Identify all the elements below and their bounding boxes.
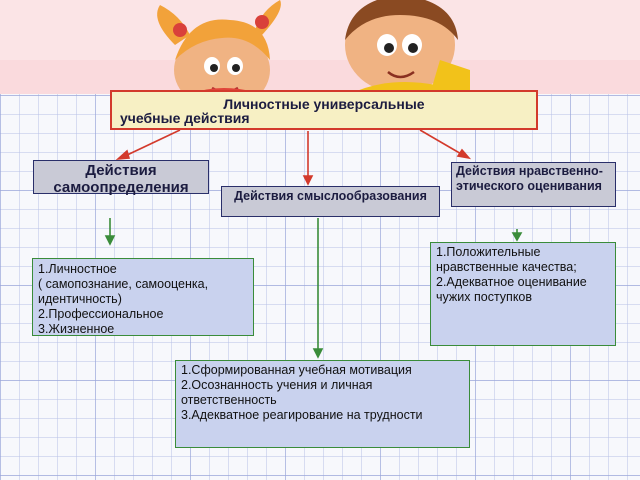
category-moral-evaluation (451, 162, 616, 207)
detail-item: ( самопознание, самооценка, идентичность) (38, 277, 209, 306)
title-line-2: учебные действия (120, 110, 250, 126)
detail-item: 1.Сформированная учебная мотивация (181, 363, 412, 377)
detail-item: 1.Личностное (38, 262, 117, 276)
detail-item: 2.Осознанность учения и личная ответственность (181, 378, 373, 407)
category-self-determination (33, 160, 209, 194)
details-moral (430, 242, 616, 346)
category-self-label: Действия самоопределения (53, 162, 189, 196)
detail-item: 1.Положительные нравственные качества; (436, 245, 577, 274)
category-sense-label: Действия смыслообразования (234, 189, 427, 203)
category-meaning-formation (221, 186, 440, 217)
title-line-1: Личностные универсальные (223, 96, 425, 112)
detail-item: 2.Адекватное оценивание чужих поступков (436, 275, 587, 304)
title-box (110, 90, 538, 130)
detail-item: 2.Профессиональное (38, 307, 164, 321)
detail-item: 3.Адекватное реагирование на трудности (181, 408, 423, 422)
category-moral-label: Действия нравственно-этического оценивания (456, 164, 603, 193)
details-sense (175, 360, 470, 448)
details-self (32, 258, 254, 336)
detail-item: 3.Жизненное (38, 322, 115, 336)
